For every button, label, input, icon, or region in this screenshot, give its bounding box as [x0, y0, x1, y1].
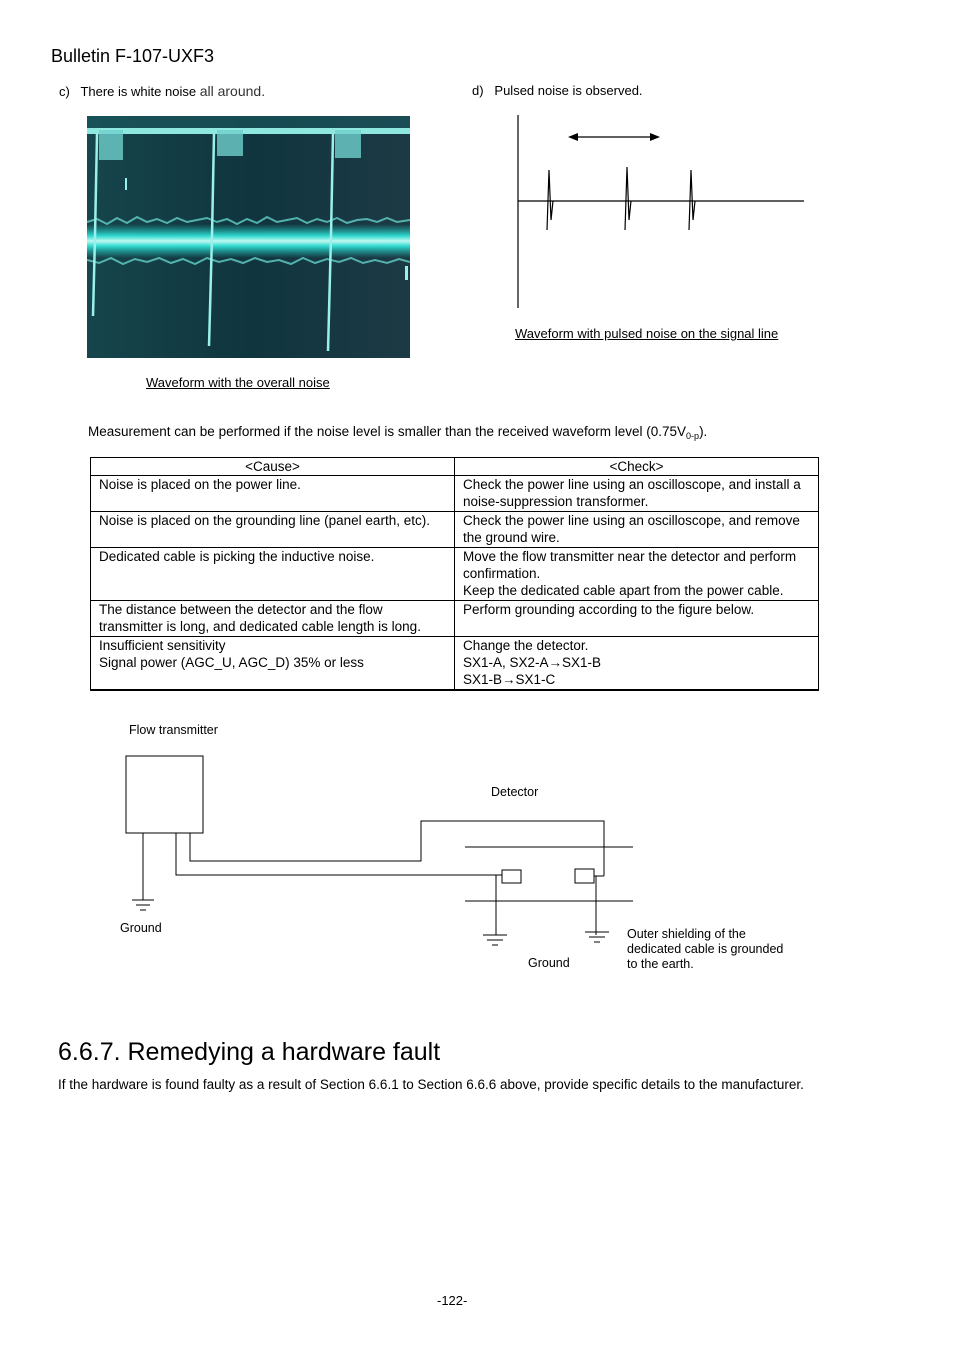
section-d-text: Pulsed noise is observed.: [494, 83, 643, 98]
label-flow-transmitter: Flow transmitter: [129, 723, 218, 737]
table-row: [91, 548, 819, 601]
cause-cell: [91, 548, 455, 601]
grounding-diagram: [110, 745, 810, 1005]
column-header-check: <Check>: [455, 458, 819, 476]
check-text: Keep the dedicated cable apart from the power cable.: [463, 583, 784, 598]
section-c-label: c): [59, 84, 70, 99]
noise-pulse-3: [689, 170, 695, 230]
cause-text: Noise is placed on the grounding line (panel earth, etc).: [99, 513, 430, 528]
caption-overall-noise: Waveform with the overall noise: [146, 375, 330, 390]
check-cell: [455, 476, 819, 512]
measurement-tail: ).: [699, 424, 708, 439]
dedicated-cable-signal: [190, 821, 604, 876]
table-row: [91, 637, 819, 691]
column-header-cause: <Cause>: [91, 458, 455, 476]
caption-pulsed-noise: Waveform with pulsed noise on the signal line: [515, 326, 779, 341]
flow-transmitter-box: [126, 756, 203, 833]
noise-pulse-2: [625, 167, 631, 230]
sensor-upstream: [502, 870, 521, 883]
oscilloscope-photo: [87, 116, 410, 358]
sensor-downstream: [575, 869, 594, 883]
arrow-right-icon: [650, 133, 660, 141]
check-cell: [455, 512, 819, 548]
check-text: Check the power line using an oscilloscope, and remove the ground wire.: [463, 513, 800, 545]
measurement-text: Measurement can be performed if the noise level is smaller than the received waveform level (0.75V: [88, 424, 687, 439]
cause-cell: [91, 512, 455, 548]
cause-text: Signal power (AGC_U, AGC_D) 35% or less: [99, 655, 364, 670]
table-header-row: [91, 458, 819, 476]
section-d-label: d): [472, 83, 484, 98]
cause-check-table: [90, 457, 819, 691]
table-row: [91, 512, 819, 548]
cause-cell: [91, 601, 455, 637]
pulsed-noise-waveform: [510, 110, 810, 315]
section-c-text: There is white noise: [80, 84, 197, 99]
check-text: Check the power line using an oscilloscope, and install a noise-suppression transformer.: [463, 477, 801, 509]
check-cell: [455, 601, 819, 637]
cause-cell: [91, 637, 455, 691]
arrow-left-icon: [568, 133, 578, 141]
table-row: [91, 601, 819, 637]
cause-text: Insufficient sensitivity: [99, 638, 226, 653]
section-body: If the hardware is found faulty as a result of Section 6.6.1 to Section 6.6.6 above, provide specific details to the manufacturer.: [58, 1077, 804, 1092]
cause-text: The distance between the detector and the flow transmitter is long, and dedicated cable length is long.: [99, 602, 421, 634]
check-cell: [455, 637, 819, 691]
measurement-subscript: 0-p: [686, 431, 700, 441]
shield-note-line: to the earth.: [627, 957, 694, 971]
bulletin-header: Bulletin F-107-UXF3: [51, 46, 215, 66]
shield-note-line: Outer shielding of the: [627, 927, 746, 941]
check-cell: [455, 548, 819, 601]
label-detector: Detector: [491, 785, 539, 799]
section-c-heading: [59, 83, 265, 99]
cause-cell: [91, 476, 455, 512]
dedicated-cable-shield: [176, 833, 496, 935]
section-d-heading: [472, 83, 643, 98]
page-number: -122-: [437, 1293, 468, 1308]
shield-note-line: dedicated cable is grounded: [627, 942, 784, 956]
cause-text: Dedicated cable is picking the inductive noise.: [99, 549, 375, 564]
measurement-note: [88, 424, 707, 441]
noise-pulse-1: [547, 170, 553, 230]
check-text: Perform grounding according to the figure below.: [463, 602, 755, 617]
check-text: SX1-A, SX2-A→SX1-B: [463, 655, 602, 670]
section-c-text-tail: all around.: [199, 83, 266, 99]
table-row: [91, 476, 819, 512]
check-text: Move the flow transmitter near the detector and perform confirmation.: [463, 549, 797, 581]
label-ground-right: Ground: [528, 956, 570, 970]
label-ground-left: Ground: [120, 921, 162, 935]
check-text: SX1-B→SX1-C: [463, 672, 556, 687]
check-text: Change the detector.: [463, 638, 589, 653]
section-title: 6.6.7. Remedying a hardware fault: [58, 1038, 441, 1066]
cause-text: Noise is placed on the power line.: [99, 477, 301, 492]
